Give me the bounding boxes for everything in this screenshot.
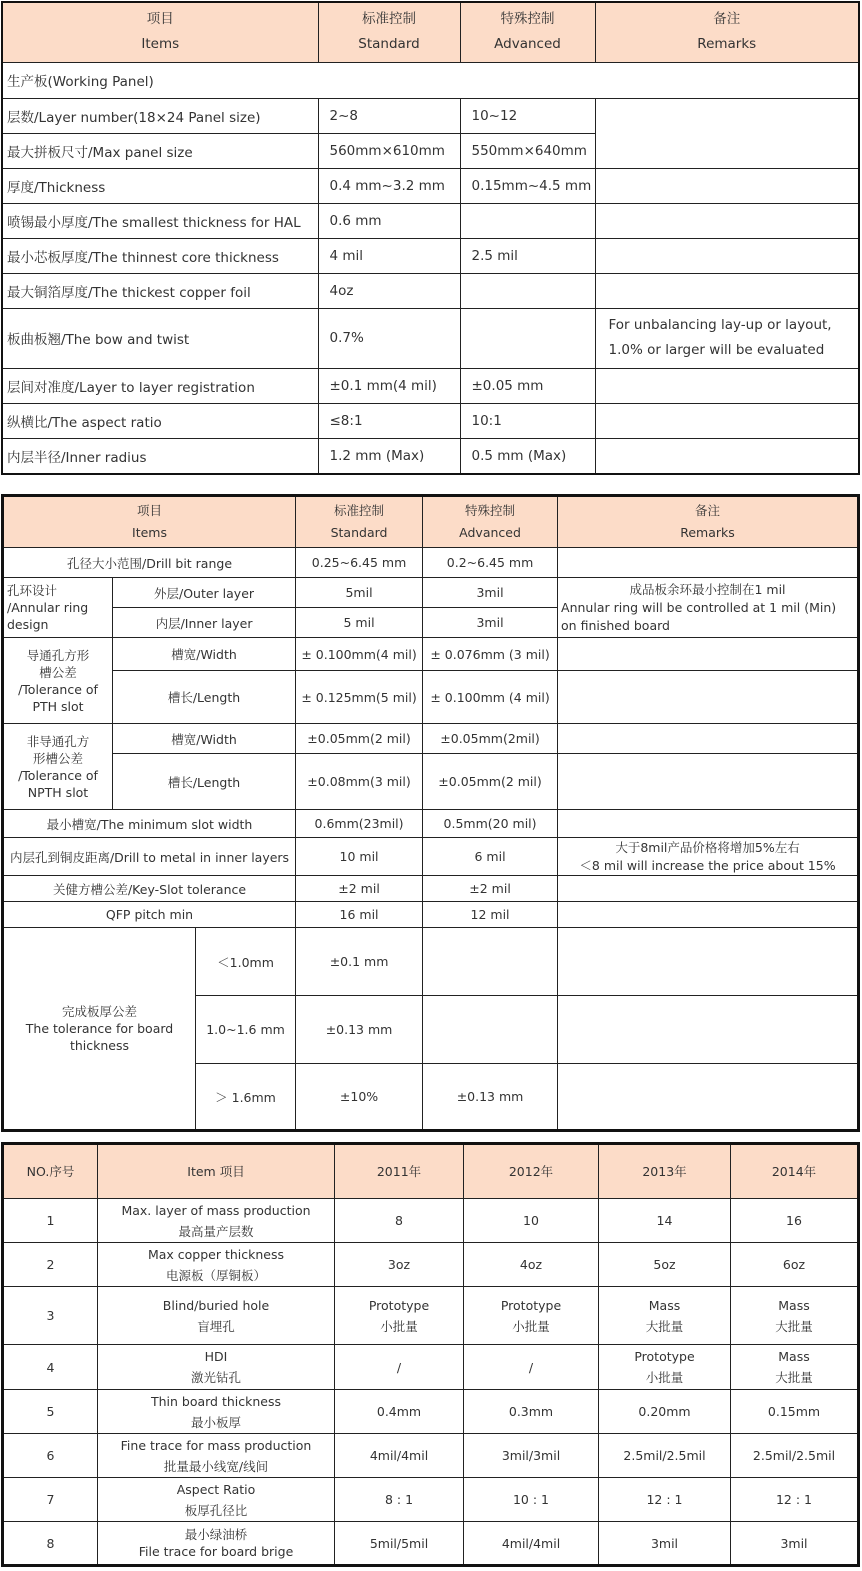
remarks-cell: [595, 238, 859, 273]
table-row: [3, 1434, 859, 1478]
advanced-cell: 0.15mm~4.5 mm: [460, 168, 595, 203]
no-cell: 8: [3, 1522, 98, 1566]
header-remarks: 备注 Remarks: [558, 496, 859, 548]
table-row: [3, 1390, 859, 1434]
item-cell: 槽长/Length: [113, 671, 296, 724]
table-row: [2, 308, 859, 368]
standard-cell: 2~8: [318, 98, 460, 133]
y2013-cell: 2.5mil/2.5mil: [599, 1434, 731, 1478]
y2014-cell: Mass 大批量: [731, 1287, 859, 1345]
remarks-cell: [595, 273, 859, 308]
advanced-cell: ±0.05mm(2mil): [423, 724, 558, 754]
y2011-cell: /: [335, 1345, 464, 1390]
standard-cell: 10 mil: [296, 838, 423, 876]
advanced-cell: 0.2~6.45 mm: [423, 548, 558, 578]
table-row: [3, 671, 859, 724]
table-row: [2, 238, 859, 273]
advanced-cell: 10~12: [460, 98, 595, 133]
range-cell: ＞ 1.6mm: [196, 1064, 296, 1131]
no-cell: 5: [3, 1390, 98, 1434]
standard-cell: ±0.08mm(3 mil): [296, 754, 423, 810]
header-standard: 标准控制 Standard: [318, 2, 460, 62]
advanced-cell: ±0.05 mm: [460, 368, 595, 403]
item-cell: 关健方槽公差/Key-Slot tolerance: [3, 876, 296, 902]
advanced-cell: ± 0.100mm (4 mil): [423, 671, 558, 724]
y2011-cell: 5mil/5mil: [335, 1522, 464, 1566]
item-cell: 槽宽/Width: [113, 638, 296, 671]
item-cell: Max. layer of mass production 最高量产层数: [98, 1199, 335, 1243]
remarks-cell: [558, 671, 859, 724]
no-cell: 2: [3, 1243, 98, 1287]
header-item: Item 项目: [98, 1144, 335, 1199]
header-2012: 2012年: [464, 1144, 599, 1199]
standard-cell: 0.25~6.45 mm: [296, 548, 423, 578]
advanced-cell: 550mm×640mm: [460, 133, 595, 168]
item-cell: 内层/Inner layer: [113, 608, 296, 638]
table-row: [2, 203, 859, 238]
annular-group-cell: 孔环设计 /Annular ring design: [3, 578, 113, 638]
header-2014: 2014年: [731, 1144, 859, 1199]
advanced-cell: 6 mil: [423, 838, 558, 876]
table-row: [3, 876, 859, 902]
item-cell: 纵横比/The aspect ratio: [2, 403, 318, 438]
no-cell: 1: [3, 1199, 98, 1243]
remark-cn: 成品板余环最小控制在1 mil: [629, 581, 786, 597]
remarks-cell: [558, 838, 859, 876]
y2013-cell: Mass 大批量: [599, 1287, 731, 1345]
remark-en: Annular ring will be controlled at 1 mil (Min) on finished board: [561, 599, 837, 633]
remark-en: ＜8 mil will increase the price about 15%: [579, 857, 836, 873]
y2014-cell: 3mil: [731, 1522, 859, 1566]
y2014-cell: 0.15mm: [731, 1390, 859, 1434]
advanced-cell: [460, 273, 595, 308]
remarks-cell: [558, 724, 859, 754]
table-header-row: [3, 1144, 859, 1199]
standard-cell: ±2 mil: [296, 876, 423, 902]
no-cell: 4: [3, 1345, 98, 1390]
remarks-cell: [558, 548, 859, 578]
y2012-cell: 0.3mm: [464, 1390, 599, 1434]
table-row: [3, 724, 859, 754]
y2011-cell: 8: [335, 1199, 464, 1243]
no-cell: 6: [3, 1434, 98, 1478]
advanced-cell: 3mil: [423, 608, 558, 638]
standard-cell: ± 0.125mm(5 mil): [296, 671, 423, 724]
standard-cell: ±0.1 mm(4 mil): [318, 368, 460, 403]
item-cell: 板曲板翘/The bow and twist: [2, 308, 318, 368]
standard-cell: 0.6mm(23mil): [296, 810, 423, 838]
advanced-cell: ±0.13 mm: [423, 1064, 558, 1131]
drill-tolerance-table: [1, 494, 860, 1132]
remarks-cell: [595, 168, 859, 203]
header-advanced: 特殊控制 Advanced: [460, 2, 595, 62]
remarks-cell: [558, 578, 859, 638]
y2011-cell: 8 : 1: [335, 1478, 464, 1522]
advanced-cell: [460, 203, 595, 238]
table-row: [3, 902, 859, 928]
standard-cell: 5mil: [296, 578, 423, 608]
standard-cell: 0.7%: [318, 308, 460, 368]
advanced-cell: 3mil: [423, 578, 558, 608]
table-row: [3, 838, 859, 876]
remarks-cell: [595, 438, 859, 474]
standard-cell: 4 mil: [318, 238, 460, 273]
npth-group-cell: 非导通孔方 形槽公差 /Tolerance of NPTH slot: [3, 724, 113, 810]
y2014-cell: 12 : 1: [731, 1478, 859, 1522]
table-row: [3, 548, 859, 578]
remarks-cell: [558, 1064, 859, 1131]
item-cell: 最大拼板尺寸/Max panel size: [2, 133, 318, 168]
table-row: [2, 368, 859, 403]
header-no: NO.序号: [3, 1144, 98, 1199]
y2014-cell: Mass 大批量: [731, 1345, 859, 1390]
y2011-cell: 3oz: [335, 1243, 464, 1287]
table-row: [2, 273, 859, 308]
y2012-cell: 10 : 1: [464, 1478, 599, 1522]
header-items: 项目 Items: [3, 496, 296, 548]
y2012-cell: 10: [464, 1199, 599, 1243]
item-cell: 槽长/Length: [113, 754, 296, 810]
working-panel-table: [1, 1, 860, 475]
item-cell: Blind/buried hole 盲埋孔: [98, 1287, 335, 1345]
table-header-row: [3, 496, 859, 548]
header-2011: 2011年: [335, 1144, 464, 1199]
table-row: [2, 403, 859, 438]
advanced-cell: 0.5mm(20 mil): [423, 810, 558, 838]
remark-cn: 大于8mil产品价格将增加5%左右: [615, 839, 800, 855]
table-row: [3, 578, 859, 608]
item-cell: 层数/Layer number(18×24 Panel size): [2, 98, 318, 133]
item-cell: 最大铜箔厚度/The thickest copper foil: [2, 273, 318, 308]
standard-cell: 0.6 mm: [318, 203, 460, 238]
table-row: [2, 98, 859, 133]
header-advanced: 特殊控制 Advanced: [423, 496, 558, 548]
table-row: [3, 1243, 859, 1287]
remarks-cell: [595, 368, 859, 403]
advanced-cell: 10:1: [460, 403, 595, 438]
remarks-cell: [595, 403, 859, 438]
table-row: [3, 1199, 859, 1243]
remarks-cell: For unbalancing lay-up or layout, 1.0% or larger will be evaluated: [595, 308, 859, 368]
item-cell: 最小芯板厚度/The thinnest core thickness: [2, 238, 318, 273]
y2012-cell: /: [464, 1345, 599, 1390]
advanced-cell: 0.5 mm (Max): [460, 438, 595, 474]
remarks-cell: [558, 638, 859, 671]
pth-group-cell: 导通孔方形 槽公差 /Tolerance of PTH slot: [3, 638, 113, 724]
table-row: [3, 810, 859, 838]
header-2013: 2013年: [599, 1144, 731, 1199]
item-cell: Fine trace for mass production 批量最小线宽/线间: [98, 1434, 335, 1478]
standard-cell: 5 mil: [296, 608, 423, 638]
table-row: [3, 1287, 859, 1345]
table-row: [3, 754, 859, 810]
advanced-cell: 12 mil: [423, 902, 558, 928]
standard-cell: ±0.05mm(2 mil): [296, 724, 423, 754]
table-row: [2, 168, 859, 203]
item-cell: 最小绿油桥 File trace for board brige: [98, 1522, 335, 1566]
standard-cell: ≤8:1: [318, 403, 460, 438]
table-header-row: [2, 2, 859, 62]
remarks-cell: [595, 98, 859, 168]
item-cell: 内层半径/Inner radius: [2, 438, 318, 474]
y2013-cell: 12 : 1: [599, 1478, 731, 1522]
table-row: [3, 1478, 859, 1522]
table-row: [3, 1522, 859, 1566]
remarks-cell: [558, 754, 859, 810]
advanced-cell: [423, 928, 558, 996]
item-cell: 层间对准度/Layer to layer registration: [2, 368, 318, 403]
header-items: 项目 Items: [2, 2, 318, 62]
item-cell: 喷锡最小厚度/The smallest thickness for HAL: [2, 203, 318, 238]
item-cell: Max copper thickness 电源板（厚铜板）: [98, 1243, 335, 1287]
y2014-cell: 2.5mil/2.5mil: [731, 1434, 859, 1478]
section-row: [2, 62, 859, 98]
y2012-cell: Prototype 小批量: [464, 1287, 599, 1345]
advanced-cell: ±2 mil: [423, 876, 558, 902]
item-cell: 最小槽宽/The minimum slot width: [3, 810, 296, 838]
y2013-cell: 5oz: [599, 1243, 731, 1287]
advanced-cell: [423, 996, 558, 1064]
item-cell: QFP pitch min: [3, 902, 296, 928]
table-row: [3, 1345, 859, 1390]
y2011-cell: 0.4mm: [335, 1390, 464, 1434]
item-cell: Aspect Ratio 板厚孔径比: [98, 1478, 335, 1522]
table-row: [3, 928, 859, 996]
section-title: 生产板(Working Panel): [2, 62, 859, 98]
standard-cell: 16 mil: [296, 902, 423, 928]
item-cell: 内层孔到铜皮距离/Drill to metal in inner layers: [3, 838, 296, 876]
table-row: [3, 638, 859, 671]
remarks-cell: [558, 996, 859, 1064]
remarks-cell: [558, 902, 859, 928]
item-cell: Thin board thickness 最小板厚: [98, 1390, 335, 1434]
standard-cell: 560mm×610mm: [318, 133, 460, 168]
item-cell: HDI 激光钻孔: [98, 1345, 335, 1390]
standard-cell: ±10%: [296, 1064, 423, 1131]
header-remarks: 备注 Remarks: [595, 2, 859, 62]
y2013-cell: 14: [599, 1199, 731, 1243]
y2014-cell: 6oz: [731, 1243, 859, 1287]
advanced-cell: ±0.05mm(2 mil): [423, 754, 558, 810]
remarks-cell: [558, 810, 859, 838]
y2012-cell: 4oz: [464, 1243, 599, 1287]
thickness-group-cell: 完成板厚公差 The tolerance for board thickness: [3, 928, 196, 1131]
item-cell: 槽宽/Width: [113, 724, 296, 754]
y2013-cell: Prototype 小批量: [599, 1345, 731, 1390]
y2011-cell: Prototype 小批量: [335, 1287, 464, 1345]
remarks-cell: [595, 203, 859, 238]
no-cell: 7: [3, 1478, 98, 1522]
item-cell: 厚度/Thickness: [2, 168, 318, 203]
remarks-cell: [558, 928, 859, 996]
standard-cell: ± 0.100mm(4 mil): [296, 638, 423, 671]
y2012-cell: 4mil/4mil: [464, 1522, 599, 1566]
standard-cell: 0.4 mm~3.2 mm: [318, 168, 460, 203]
range-cell: 1.0~1.6 mm: [196, 996, 296, 1064]
roadmap-table: [1, 1142, 860, 1567]
y2011-cell: 4mil/4mil: [335, 1434, 464, 1478]
y2014-cell: 16: [731, 1199, 859, 1243]
no-cell: 3: [3, 1287, 98, 1345]
range-cell: ＜1.0mm: [196, 928, 296, 996]
standard-cell: ±0.1 mm: [296, 928, 423, 996]
item-cell: 孔径大小范围/Drill bit range: [3, 548, 296, 578]
y2012-cell: 3mil/3mil: [464, 1434, 599, 1478]
standard-cell: 1.2 mm (Max): [318, 438, 460, 474]
header-standard: 标准控制 Standard: [296, 496, 423, 548]
standard-cell: ±0.13 mm: [296, 996, 423, 1064]
advanced-cell: 2.5 mil: [460, 238, 595, 273]
y2013-cell: 0.20mm: [599, 1390, 731, 1434]
item-cell: 外层/Outer layer: [113, 578, 296, 608]
y2013-cell: 3mil: [599, 1522, 731, 1566]
remarks-cell: [558, 876, 859, 902]
table-row: [2, 438, 859, 474]
advanced-cell: ± 0.076mm (3 mil): [423, 638, 558, 671]
standard-cell: 4oz: [318, 273, 460, 308]
advanced-cell: [460, 308, 595, 368]
